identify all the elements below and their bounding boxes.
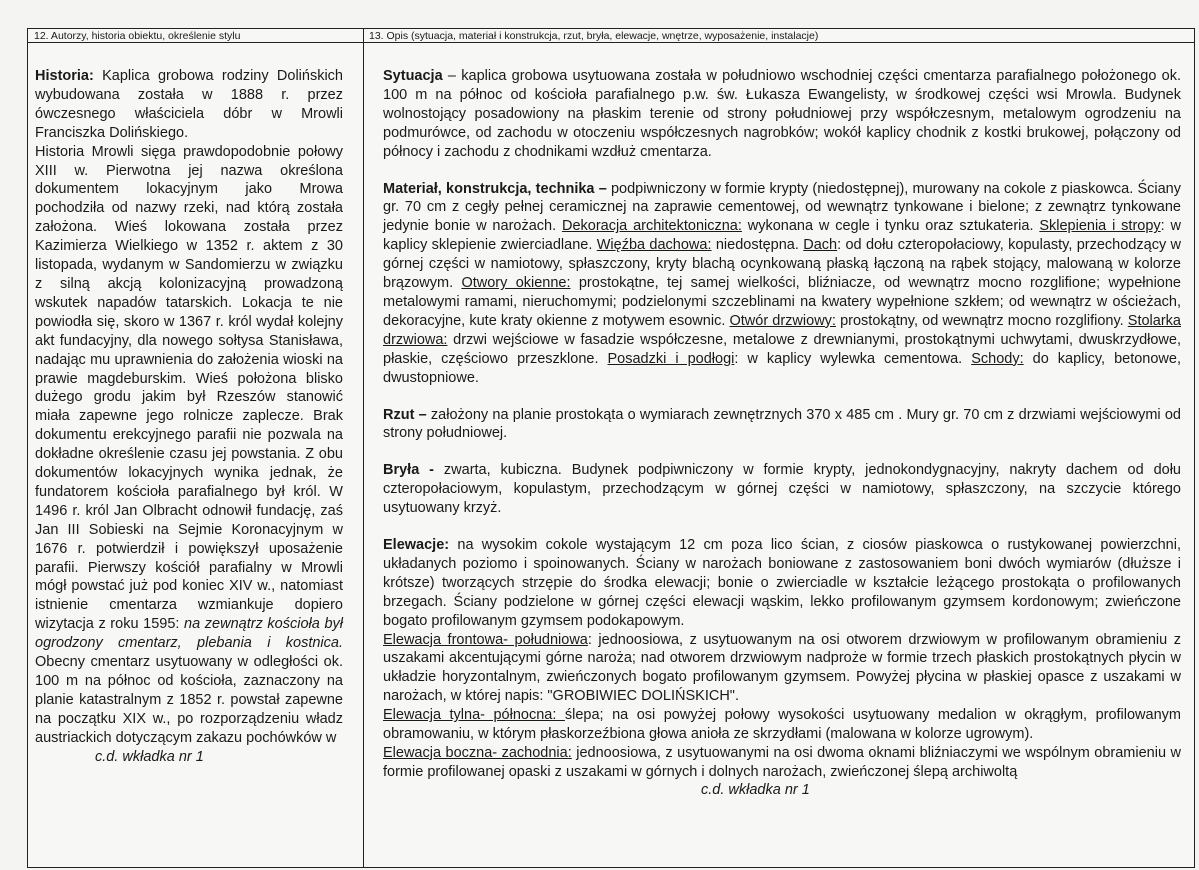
dekoracja-text: wykonana w cegle i tynku oraz sztukateria. [741, 218, 1040, 235]
rzut-label: Rzut – [383, 406, 427, 423]
material-paragraph [383, 180, 1181, 388]
rzut-paragraph [383, 406, 1181, 444]
wiezba-text: niedostępna. [711, 237, 804, 254]
front-elevation-text: : jednoosiowa, z usytuowanym na osi otworem drzwiowym w profilowanym obramieniu z uszakami akcentującymi górne naroża; nad otworem drzwiowym nadproże w formie trzech płaskich prostokątnych płycin w układzie horyzontalnym, zwieńczonych bogato profilowanym gzymsem. Powyżej płycina w płaskiej opasce z uszakami w narożach, w której napis: "GROBIWIEC DOLIŃSKICH". [383, 631, 1181, 705]
side-elevation-label: Elewacja boczna- zachodnia: [383, 745, 572, 761]
history-column [35, 67, 343, 767]
side-elevation-paragraph [383, 744, 1181, 782]
sytuacja-text: – kaplica grobowa usytuowana została w południowo wschodniej części cmentarza parafialnego położonego ok. 100 m na północ od kościoła parafialnego p.w. św. Łukasza Ewangelisty, w środkowej części wsi Mrowla. Budynek wolnostojący posadowiony na płaskim terenie od strony południowej przy współczesnym, metalowym ogrodzeniu na podmurówce, od zachodu w otoczeniu współczesnych nagrobków; wokół kaplicy chodnik z kostki brukowej, połączony od północy i zachodu z chodnikami wzdłuż cmentarza. [383, 68, 1181, 160]
history-text-a: Historia Mrowli sięga prawdopodobnie połowy XIII w. Pierwotna jej nazwa określona dokumentem lokacyjnym jako Mrowa pochodziła od nazwy rzeki, nad którą została założona. Wieś lokowana została przez Kazimierza Wielkiego w 1352 r. aktem z 30 listopada, wydanym w Sandomierzu w związku z silną akcją kolonizacyjną prowadzoną wskutek napadów tatarskich. Lokacja te nie powiodła się, skoro w 1367 r. król wydał kolejny akt fundacyjny, dla nowego sołtysa Stanisława, nadając mu uprawnienia do założenia wioski na prawie magdeburskim. Wieś położona blisko dużego grodu jakim był Rzeszów stanowić miała zapewne jego rolnicze zaplecze. Brak dokumentu erekcyjnego parafii nie pozwala na dokładne określenie czasu jej powstania. Z obu dokumentów lokacyjnych wynika jednak, że fundatorem kościoła parafialnego był król. W 1496 r. król Jan Olbracht odnowił fundację, zaś Jan III Sobieski na Sejmie Koronacyjnym w 1676 r. potwierdził i powiększył uposażenie parafii. Pierwszy kościół parafialny w Mrowli mógł powstać już pod koniec XIV w., natomiast istnienie cmentarza wzmiankuje dopiero wizytacja z roku 1595: [35, 143, 343, 633]
column-divider [363, 29, 364, 867]
sklepienia-label: Sklepienia i stropy [1039, 218, 1161, 235]
bryla-text: zwarta, kubiczna. Budynek podpiwniczony w formie krypty, jednokondygnacyjny, nakryty dachem od dołu czteropołaciowym, kopulastym, przechodzącym w górnej części w namiotowy, spłaszczony, na szczycie którego usytuowany krzyż. [383, 462, 1181, 517]
historia-text: Kaplica grobowa rodziny Dolińskich wybudowana została w 1888 r. przez ówczesnego właściciela dóbr w Mrowli Franciszka Dolińskiego. [35, 68, 343, 141]
schody-label: Schody: [971, 350, 1024, 367]
history-paragraph-2 [35, 143, 343, 748]
rzut-text: założony na planie prostokąta o wymiarach zewnętrznych 370 x 485 cm . Mury gr. 70 cm z drzwiami wejściowymi od strony południowej. [383, 406, 1181, 442]
dach-label: Dach [803, 237, 838, 254]
record-card-sheet [27, 28, 1195, 868]
elewacje-text: na wysokim cokole wystającym 12 cm poza lico ścian, z ciosów piaskowca o rustykowanej powierzchni, układanych poziomo i spoinowanych. Ściany w narożach boniowane z zastosowaniem boni dwóch wymiarów (dłuższe i krótsze) tworzących strzępie do środka elewacji; bonie o zwierciadle w kształcie leżącego prostokąta o profilowanych brzegach. Ściany podzielone w górnej części elewacji wąskim, lekko profilowanym gzymsem kordonowym; zwieńczone bogato profilowanym gzymsem podokapowym. [383, 537, 1181, 629]
section-13-header: 13. Opis (sytuacja, materiał i konstrukcja, rzut, bryła, elewacje, wnętrze, wyposażenie, instalacje) [369, 30, 819, 42]
otwory-text: prostokątne, tej samej wielkości, bliźniacze, od wewnątrz mocno rozglifione; wypełnione metalowymi ramami, nieruchomymi; podzielonymi szczeblinami na kwatery wypełnione szkłem; od wewnątrz w ościeżach, dekoracyjne, kute kraty okienne z motywem esownic. [383, 275, 1181, 329]
visitation-quote: na zewnątrz kościoła był ogrodzony cmentarz, plebania i kostnica. [35, 616, 343, 652]
rear-elevation-label: Elewacja tylna- północna: [383, 707, 565, 724]
elewacje-paragraph [383, 536, 1181, 631]
stolarka-text: drzwi wejściowe w fasadzie współczesne, metalowe z drewnianymi, prostokątnymi uchwytami, dwuskrzydłowe, płaskie, częściowo przeszklone. [383, 331, 1181, 367]
elewacje-label: Elewacje: [383, 537, 450, 554]
historia-label: Historia: [35, 68, 94, 84]
sklepienia-text: : w kaplicy sklepienie zwierciadlane. [383, 218, 1182, 254]
bryla-label: Bryła - [383, 462, 435, 479]
bryla-paragraph [383, 461, 1181, 518]
dach-text: : od dołu czteropołaciowy, kopulasty, przechodzący w górnej części w namiotowy, spłaszczony, kryty blachą ocynkowaną płaską łączoną na rąbek stojący, malowaną w kolorze brązowym. [383, 237, 1182, 292]
dekoracja-label: Dekoracja architektoniczna: [561, 218, 742, 235]
posadzki-label: Posadzki i podłogi [607, 350, 735, 367]
material-label: Materiał, konstrukcja, technika – [383, 180, 607, 197]
section-12-header: 12. Autorzy, historia obiektu, określenie stylu [34, 30, 241, 42]
description-column [383, 67, 1181, 800]
historia-paragraph [35, 67, 343, 143]
front-elevation-label: Elewacja frontowa- południowa [383, 631, 588, 648]
wiezba-label: Więźba dachowa: [596, 237, 712, 254]
material-text: podpiwniczony w formie krypty (niedostępnej), murowany na cokole z piaskowca. Ściany gr. 70 cm z cegły pełnej ceramicznej na zaprawie cementowej, od wewnątrz tynkowane i bielone; z zewnątrz tynkowane jedynie bonie w narożach. [383, 180, 1181, 235]
sytuacja-label: Sytuacja [383, 68, 443, 84]
otwory-label: Otwory okienne: [461, 275, 571, 292]
sytuacja-paragraph [383, 67, 1181, 162]
otwor-text: prostokątny, od wewnątrz mocno rozglifiony. [835, 312, 1128, 329]
rear-elevation-paragraph [383, 706, 1181, 744]
stolarka-label: Stolarka drzwiowa: [383, 312, 1181, 348]
side-elevation-text: jednoosiowa, z usytuowanymi na osi dwoma oknami bliźniaczymi we wspólnym obramieniu w formie profilowanej opaski z uszakami w górnych i dolnych narożach, zwieńczonej ślepą archiwoltą [383, 745, 1181, 780]
rear-elevation-text: ślepa; na osi powyżej połowy wysokości usytuowany medalion w okrągłym, profilowanym obramowaniu, w którym płaskorzeźbiona głowa anioła ze skrzydłami (malowana w kolorze ugrowym). [383, 707, 1181, 743]
posadzki-text: : w kaplicy wylewka cementowa. [734, 350, 972, 367]
front-elevation-paragraph [383, 631, 1181, 707]
continued-note-left: c.d. wkładka nr 1 [95, 748, 204, 765]
header-rule [28, 42, 1194, 43]
otwor-label: Otwór drzwiowy: [729, 312, 836, 329]
history-text-b: Obecny cmentarz usytuowany w odległości ok. 100 m na północ od kościoła, zaznaczony na planie katastralnym z 1852 r. powstał zapewne na początku XIX w., po rozporządzeniu władz austriackich dotyczącym zakazu pochówków w [35, 654, 343, 746]
continued-note-right: c.d. wkładka nr 1 [701, 781, 810, 798]
schody-text: do kaplicy, betonowe, dwustopniowe. [383, 350, 1181, 386]
